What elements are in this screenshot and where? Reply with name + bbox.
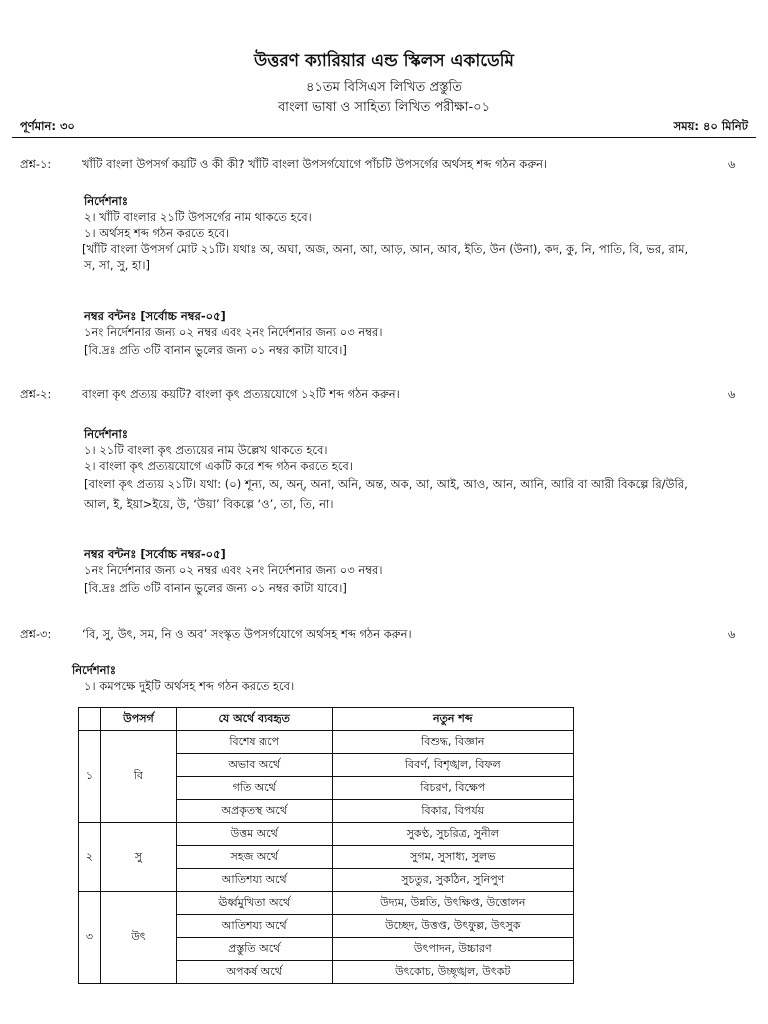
question-label: প্রশ্ন-২: [20,387,52,401]
distribution-line: [বি.দ্রঃ প্রতি ৩টি বানান ভুলের জন্য ০১ নম্বর কাটা যাবে।] [84,581,347,595]
instruction-line: [বাংলা কৃৎ প্রত্যয় ২১টি। যথা: (০) শূন্য, অ, অন্, অনা, অনি, অন্ত, অক, আ, আই, আও, আন, আনি, আরি বা আরী বিকল্পে রি/উরি, [84,477,688,491]
question-label: প্রশ্ন-৩: [20,627,52,641]
instruction-line: [খাঁটি বাংলা উপসর্গ মোট ২১টি। যথাঃ অ, অঘা, অজ, অনা, আ, আড়, আন, আব, ইতি, উন (উনা), কদ, কু, নি, পাতি, বি, ভর, রাম, [82,242,689,256]
table-row [79,823,574,846]
words-cell: সুগম, সুসাধ্য, সুলভ [332,846,573,869]
words-cell: বিবর্ণ, বিশৃঙ্খল, বিফল [332,754,573,777]
meaning-cell: প্রস্তুতি অর্থে [176,938,332,961]
group-prefix: সু [100,823,176,892]
instructions-heading: নির্দেশনাঃ [84,427,128,441]
q1-instructions [84,193,724,273]
table-row [79,731,574,754]
words-cell: সুচতুর, সুকঠিন, সুনিপুণ [332,869,573,892]
exam-subject: বাংলা ভাষা ও সাহিত্য লিখিত পরীক্ষা-০১ [277,100,491,115]
words-cell: সুকণ্ঠ, সুচরিত্র, সুনীল [332,823,573,846]
prefix-table [78,707,574,984]
question-marks: ৬ [728,627,736,641]
exam-subtitle: ৪১তম বিসিএস লিখিত প্রস্তুতি [306,80,462,95]
meaning-cell: অভাব অর্থে [176,754,332,777]
q1-distribution [84,308,724,358]
table-row [79,892,574,915]
words-cell: বিকার, বিপর্যয় [332,800,573,823]
meaning-cell: অপ্রকৃতস্থ অর্থে [176,800,332,823]
meaning-cell: ঊর্ধ্বমুখিতা অর্থে [176,892,332,915]
instruction-line: ১। কমপক্ষে দুইটি অর্থসহ শব্দ গঠন করতে হবে। [84,679,295,693]
group-number: ১ [79,731,101,823]
meaning-cell: আতিশয্য অর্থে [176,915,332,938]
group-number: ২ [79,823,101,892]
question-marks: ৬ [728,157,736,171]
q2-distribution [84,546,724,596]
distribution-line: ১নং নির্দেশনার জন্য ০২ নম্বর এবং ২নং নির্দেশনার জন্য ০৩ নম্বর। [84,563,383,577]
instruction-line: ২। বাংলা কৃৎ প্রত্যয়যোগে একটি করে শব্দ গঠন করতে হবে। [84,459,353,473]
question-text: ‘বি, সু, উৎ, সম, নি ও অব’ সংস্কৃত উপসর্গযোগে অর্থসহ শব্দ গঠন করুন। [82,627,412,641]
table-header-cell [79,708,101,731]
table-header-cell: নতুন শব্দ [332,708,573,731]
instruction-line: আল, ই, ইয়া>ইয়ে, উ, ‘উয়া’ বিকল্পে ‘ও’, তা, তি, না। [84,497,334,511]
instructions-heading: নির্দেশনাঃ [84,194,128,208]
instruction-line: ১। অর্থসহ শব্দ গঠন করতে হবে। [84,226,230,240]
distribution-line: ১নং নির্দেশনার জন্য ০২ নম্বর এবং ২নং নির্দেশনার জন্য ০৩ নম্বর। [84,325,383,339]
words-cell: উদ্যম, উন্নতি, উৎক্ষিপ্ত, উত্তোলন [332,892,573,915]
words-cell: উৎপাদন, উচ্চারণ [332,938,573,961]
question-text: বাংলা কৃৎ প্রত্যয় কয়টি? বাংলা কৃৎ প্রত্যয়যোগে ১২টি শব্দ গঠন করুন। [82,387,400,401]
question-text: খাঁটি বাংলা উপসর্গ কয়টি ও কী কী? খাঁটি বাংলা উপসর্গযোগে পাঁচটি উপসর্গের অর্থসহ শব্দ গঠন করুন। [82,157,548,171]
meaning-cell: অপকর্ষ অর্থে [176,961,332,984]
table-header-cell: যে অর্থে ব্যবহৃত [176,708,332,731]
words-cell: বিশুদ্ধ, বিজ্ঞান [332,731,573,754]
q2-instructions [84,426,724,512]
meaning-cell: গতি অর্থে [176,777,332,800]
group-prefix: বি [100,731,176,823]
distribution-line: [বি.দ্রঃ প্রতি ৩টি বানান ভুলের জন্য ০১ নম্বর কাটা যাবে।] [84,343,347,357]
meaning-cell: বিশেষ রূপে [176,731,332,754]
words-cell: উচ্ছেদ, উত্তপ্ত, উৎফুল্ল, উৎসুক [332,915,573,938]
group-prefix: উৎ [100,892,176,984]
distribution-heading: নম্বর বন্টনঃ [সর্বোচ্চ নম্বর-০৫] [84,547,226,561]
question-marks: ৬ [728,387,736,401]
full-marks: পূর্ণমান: ৩০ [20,119,75,133]
distribution-heading: নম্বর বন্টনঃ [সর্বোচ্চ নম্বর-০৫] [84,309,226,323]
instructions-heading: নির্দেশনাঃ [72,663,116,677]
q3-instructions [72,662,712,694]
meaning-cell: আতিশয্য অর্থে [176,869,332,892]
words-cell: উৎকোচ, উচ্ছৃঙ্খল, উৎকট [332,961,573,984]
table-header-row [79,708,574,731]
instruction-line: ১। ২১টি বাংলা কৃৎ প্রত্যয়ের নাম উল্লেখ থাকতে হবে। [84,443,328,457]
exam-time: সময়: ৪০ মিনিট [673,119,748,133]
header-divider [12,137,756,138]
words-cell: বিচরণ, বিক্ষেপ [332,777,573,800]
table-header-cell: উপসর্গ [100,708,176,731]
instruction-line: ২। খাঁটি বাংলার ২১টি উপসর্গের নাম থাকতে হবে। [84,210,312,224]
question-label: প্রশ্ন-১: [20,157,52,171]
meaning-cell: সহজ অর্থে [176,846,332,869]
group-number: ৩ [79,892,101,984]
instruction-line: স, সা, সু, হা।] [84,258,151,272]
academy-title: উত্তরণ ক্যারিয়ার এন্ড স্কিলস একাডেমি [254,51,514,71]
meaning-cell: উত্তম অর্থে [176,823,332,846]
